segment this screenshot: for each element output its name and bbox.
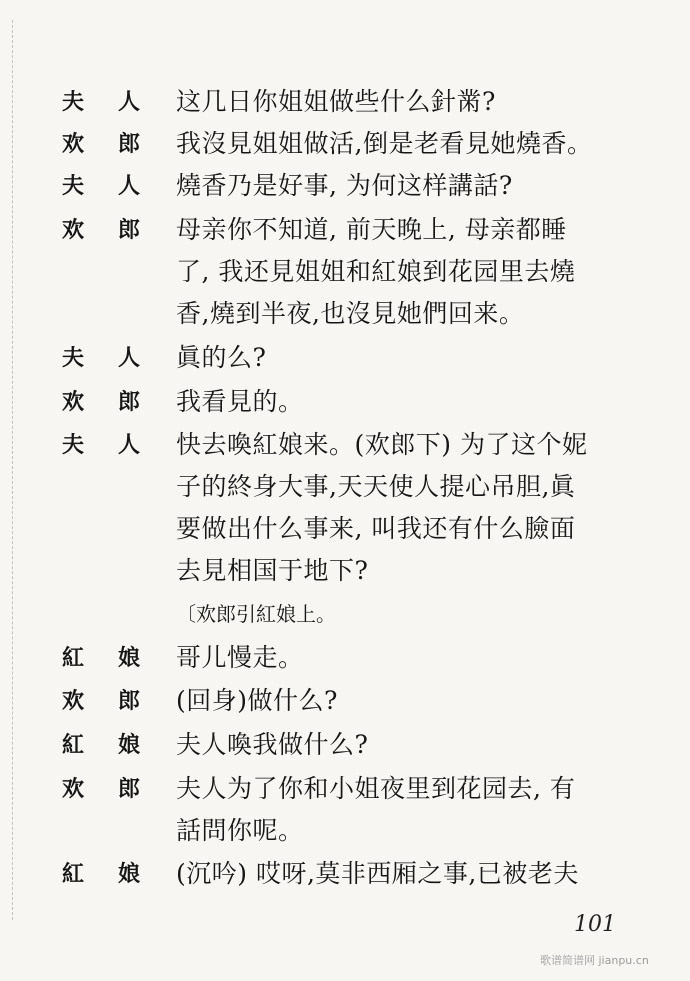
dialogue-text: 了, 我还見姐姐和紅娘到花园里去燒 (176, 257, 576, 286)
dialogue-text: 夫人喚我做什么? (176, 730, 369, 759)
dialogue-text: 我沒見姐姐做活,倒是老看見她燒香。 (176, 129, 593, 158)
speaker-char: 欢 (62, 688, 85, 714)
dialogue-text: 眞的么? (176, 343, 267, 372)
stage-direction: 〔欢郎引紅娘上。 (176, 602, 336, 626)
speaker-char: 娘 (118, 732, 141, 758)
dialogue-text: 快去喚紅娘来。(欢郎下) 为了这个妮 (176, 430, 588, 459)
script-line (0, 640, 690, 676)
speaker-char: 夫 (62, 432, 85, 458)
script-line (0, 168, 690, 204)
speaker-char: 娘 (118, 861, 141, 887)
script-line (0, 683, 690, 719)
script-line (0, 427, 690, 463)
script-line (0, 84, 690, 120)
dialogue-text: 哥儿慢走。 (176, 643, 304, 672)
script-line (0, 511, 690, 547)
speaker-char: 郎 (118, 688, 141, 714)
dialogue-text: 夫人为了你和小姐夜里到花园去, 有 (176, 774, 576, 803)
speaker-char: 郎 (118, 131, 141, 157)
speaker-char: 欢 (62, 131, 85, 157)
speaker-char: 夫 (62, 89, 85, 115)
dialogue-text: 要做出什么事来, 叫我还有什么臉面 (176, 514, 576, 543)
speaker-char: 人 (118, 345, 141, 371)
script-line (0, 212, 690, 248)
speaker-char: 夫 (62, 173, 85, 199)
speaker-char: 紅 (62, 861, 85, 887)
speaker-char: 郎 (118, 776, 141, 802)
speaker-char: 郎 (118, 389, 141, 415)
script-line (0, 771, 690, 807)
script-line (0, 254, 690, 290)
dialogue-text: 我看見的。 (176, 387, 304, 416)
script-line (0, 553, 690, 589)
dialogue-text: (回身)做什么? (176, 686, 338, 715)
dialogue-text: 子的終身大事,天天使人提心吊胆,眞 (176, 472, 576, 501)
script-line (0, 126, 690, 162)
speaker-char: 人 (118, 89, 141, 115)
watermark: 歌谱简谱网 jianpu.cn (540, 954, 649, 967)
dialogue-text: 去見相国于地下? (176, 556, 369, 585)
script-line (0, 296, 690, 332)
speaker-char: 人 (118, 432, 141, 458)
speaker-char: 夫 (62, 345, 85, 371)
dialogue-text: 香,燒到半夜,也沒見她們回来。 (176, 299, 525, 328)
speaker-char: 紅 (62, 645, 85, 671)
speaker-char: 欢 (62, 776, 85, 802)
dialogue-text: 話問你呢。 (176, 816, 304, 845)
script-line (0, 384, 690, 420)
dialogue-text: (沉吟) 哎呀,莫非西厢之事,已被老夫 (176, 859, 579, 888)
speaker-char: 欢 (62, 217, 85, 243)
script-line (0, 856, 690, 892)
script-line (0, 813, 690, 849)
speaker-char: 欢 (62, 389, 85, 415)
dialogue-text: 这几日你姐姐做些什么針黹? (176, 87, 496, 116)
speaker-char: 紅 (62, 732, 85, 758)
speaker-char: 人 (118, 173, 141, 199)
page-number: 101 (574, 912, 616, 937)
script-line (0, 340, 690, 376)
speaker-char: 郎 (118, 217, 141, 243)
dialogue-text: 母亲你不知道, 前天晚上, 母亲都睡 (176, 215, 567, 244)
dialogue-text: 燒香乃是好事, 为何这样講話? (176, 171, 513, 200)
script-line (0, 727, 690, 763)
script-line (0, 596, 690, 632)
speaker-char: 娘 (118, 645, 141, 671)
script-line (0, 469, 690, 505)
